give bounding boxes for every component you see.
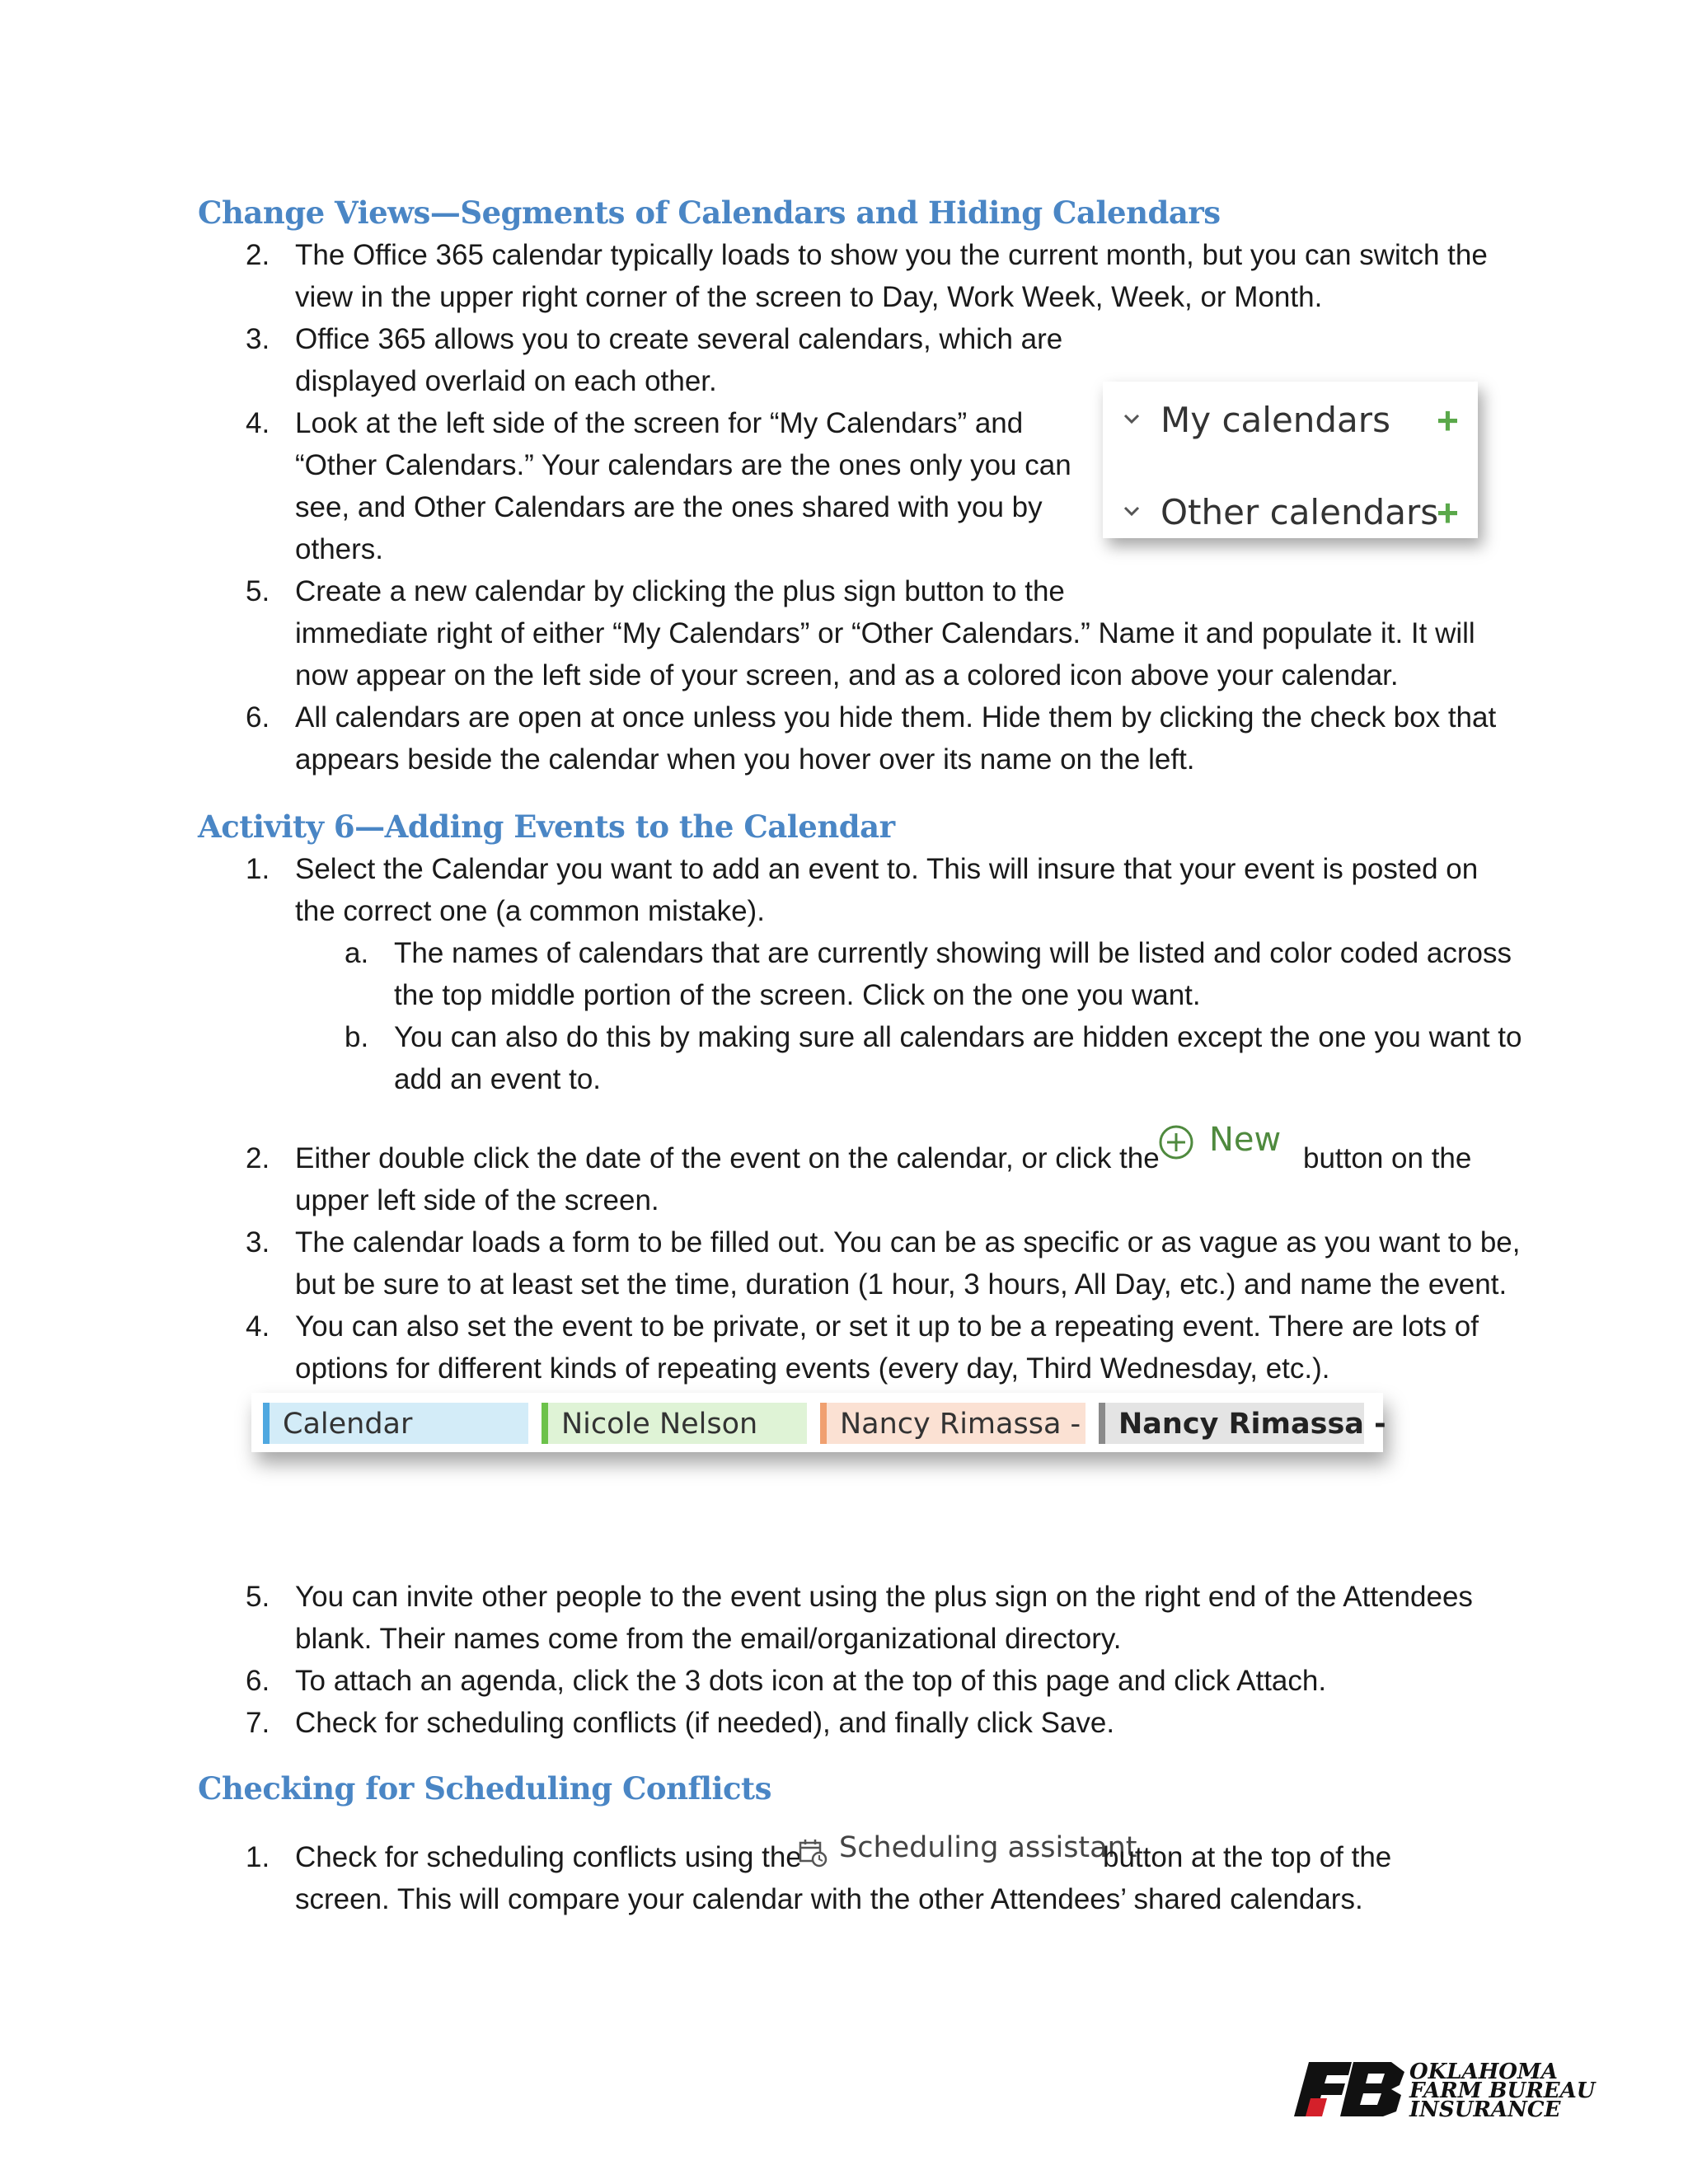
- section-heading-scheduling-conflicts: Checking for Scheduling Conflicts: [198, 1770, 771, 1807]
- list-item-text: “Other Calendars.” Your calendars are the ones only you can: [295, 449, 1071, 481]
- scheduling-assistant-label: Scheduling assistant: [839, 1831, 1137, 1864]
- list-item-text: options for different kinds of repeating events (every day, Third Wednesday, etc.).: [295, 1352, 1330, 1385]
- sublist-letter: b.: [345, 1021, 369, 1053]
- list-item-text: button at the top of the: [1103, 1841, 1392, 1873]
- list-item-text: now appear on the left side of your screen, and as a colored icon above your calendar.: [295, 659, 1399, 691]
- list-item-text: Check for scheduling conflicts (if needed), and finally click Save.: [295, 1707, 1115, 1739]
- list-number: 2.: [246, 1142, 270, 1174]
- calendar-tabs-strip: [251, 1393, 1386, 1452]
- tab-label: Calendar: [283, 1408, 413, 1441]
- list-item-text: The Office 365 calendar typically loads to show you the current month, but you can switch the: [295, 239, 1488, 271]
- list-number: 5.: [246, 1581, 270, 1613]
- list-item-text: Check for scheduling conflicts using the: [295, 1841, 802, 1873]
- list-item-text: view in the upper right corner of the screen to Day, Work Week, Week, or Month.: [295, 281, 1323, 313]
- list-item-text: button on the: [1303, 1142, 1472, 1174]
- list-number: 2.: [246, 239, 270, 271]
- calendar-list-panel: [1103, 382, 1478, 538]
- add-calendar-plus-icon[interactable]: +: [1437, 399, 1459, 442]
- sublist-item-text: The names of calendars that are currently showing will be listed and color coded across: [394, 937, 1512, 969]
- add-calendar-plus-icon[interactable]: +: [1437, 491, 1459, 534]
- list-number: 4.: [246, 1310, 270, 1343]
- list-item-text: You can invite other people to the event using the plus sign on the right end of the Attendees: [295, 1581, 1473, 1613]
- logo-line-3: INSURANCE: [1409, 2097, 1561, 2122]
- list-number: 1.: [246, 1841, 270, 1873]
- list-item-text: To attach an agenda, click the 3 dots icon at the top of this page and click Attach.: [295, 1665, 1327, 1697]
- calendar-tab-nicole-nelson[interactable]: [542, 1403, 807, 1444]
- list-item-text: blank. Their names come from the email/organizational directory.: [295, 1623, 1122, 1655]
- list-number: 5.: [246, 575, 270, 607]
- list-number: 3.: [246, 1226, 270, 1258]
- calendar-tab-nancy-rimassa-2[interactable]: [1099, 1403, 1386, 1444]
- add-circle-icon: [1158, 1124, 1194, 1160]
- list-item-text: You can also set the event to be private, or set it up to be a repeating event. There are lots of: [295, 1310, 1479, 1343]
- sublist-item-text: the top middle portion of the screen. Click on the one you want.: [394, 979, 1201, 1011]
- list-item-text: screen. This will compare your calendar with the other Attendees’ shared calendars.: [295, 1883, 1363, 1915]
- list-item-text: see, and Other Calendars are the ones shared with you by: [295, 491, 1043, 523]
- new-event-button[interactable]: [1158, 1121, 1290, 1162]
- tab-color-bar: [1099, 1403, 1105, 1444]
- list-item-text: immediate right of either “My Calendars” or “Other Calendars.” Name it and populate it. It will: [295, 617, 1475, 649]
- list-item-text: displayed overlaid on each other.: [295, 365, 717, 397]
- tab-label: Nancy Rimassa -: [1118, 1408, 1386, 1441]
- my-calendars-label: My calendars: [1160, 400, 1390, 440]
- logo-line-1: OKLAHOMA: [1409, 2060, 1558, 2084]
- list-item-text: Look at the left side of the screen for “My Calendars” and: [295, 407, 1024, 439]
- logo-line-2: FARM BUREAU: [1409, 2079, 1596, 2103]
- chevron-down-icon[interactable]: [1119, 406, 1144, 431]
- my-calendars-group[interactable]: [1103, 396, 1478, 446]
- calendar-tab-calendar[interactable]: [263, 1403, 528, 1444]
- calendar-clock-icon: [798, 1838, 828, 1868]
- calendar-tab-nancy-rimassa[interactable]: [820, 1403, 1085, 1444]
- section-heading-change-views: Change Views—Segments of Calendars and Hiding Calendars: [198, 194, 1221, 231]
- oklahoma-farm-bureau-logo: [1294, 2060, 1607, 2122]
- other-calendars-label: Other calendars: [1160, 492, 1439, 532]
- list-number: 4.: [246, 407, 270, 439]
- sublist-letter: a.: [345, 937, 369, 969]
- list-item-text: appears beside the calendar when you hover over its name on the left.: [295, 743, 1195, 776]
- tab-color-bar: [820, 1403, 827, 1444]
- list-item-text: upper left side of the screen.: [295, 1184, 659, 1216]
- list-item-text: but be sure to at least set the time, duration (1 hour, 3 hours, All Day, etc.) and name the event.: [295, 1268, 1507, 1301]
- other-calendars-group[interactable]: [1103, 489, 1478, 538]
- tab-label: Nancy Rimassa -: [840, 1408, 1081, 1441]
- chevron-down-icon[interactable]: [1119, 499, 1144, 523]
- list-item-text: others.: [295, 533, 383, 565]
- list-item-text: Select the Calendar you want to add an event to. This will insure that your event is posted on: [295, 853, 1479, 885]
- list-item-text: Either double click the date of the event on the calendar, or click the: [295, 1142, 1160, 1174]
- list-number: 1.: [246, 853, 270, 885]
- list-item-text: Create a new calendar by clicking the plus sign button to the: [295, 575, 1065, 607]
- list-item-text: All calendars are open at once unless you hide them. Hide them by clicking the check box that: [295, 701, 1497, 733]
- list-item-text: Office 365 allows you to create several calendars, which are: [295, 323, 1063, 355]
- sublist-item-text: add an event to.: [394, 1063, 602, 1095]
- scheduling-assistant-button[interactable]: [798, 1831, 1137, 1872]
- tab-color-bar: [263, 1403, 270, 1444]
- farm-bureau-fb-mark-icon: [1294, 2062, 1409, 2116]
- list-number: 7.: [246, 1707, 270, 1739]
- list-number: 3.: [246, 323, 270, 355]
- tab-label: Nicole Nelson: [561, 1408, 758, 1441]
- list-number: 6.: [246, 1665, 270, 1697]
- list-number: 6.: [246, 701, 270, 733]
- list-item-text: the correct one (a common mistake).: [295, 895, 765, 927]
- sublist-item-text: You can also do this by making sure all calendars are hidden except the one you want to: [394, 1021, 1522, 1053]
- list-item-text: The calendar loads a form to be filled out. You can be as specific or as vague as you want to be,: [295, 1226, 1521, 1258]
- tab-color-bar: [542, 1403, 548, 1444]
- new-button-label: New: [1209, 1121, 1282, 1159]
- section-heading-activity-6: Activity 6—Adding Events to the Calendar: [198, 808, 895, 845]
